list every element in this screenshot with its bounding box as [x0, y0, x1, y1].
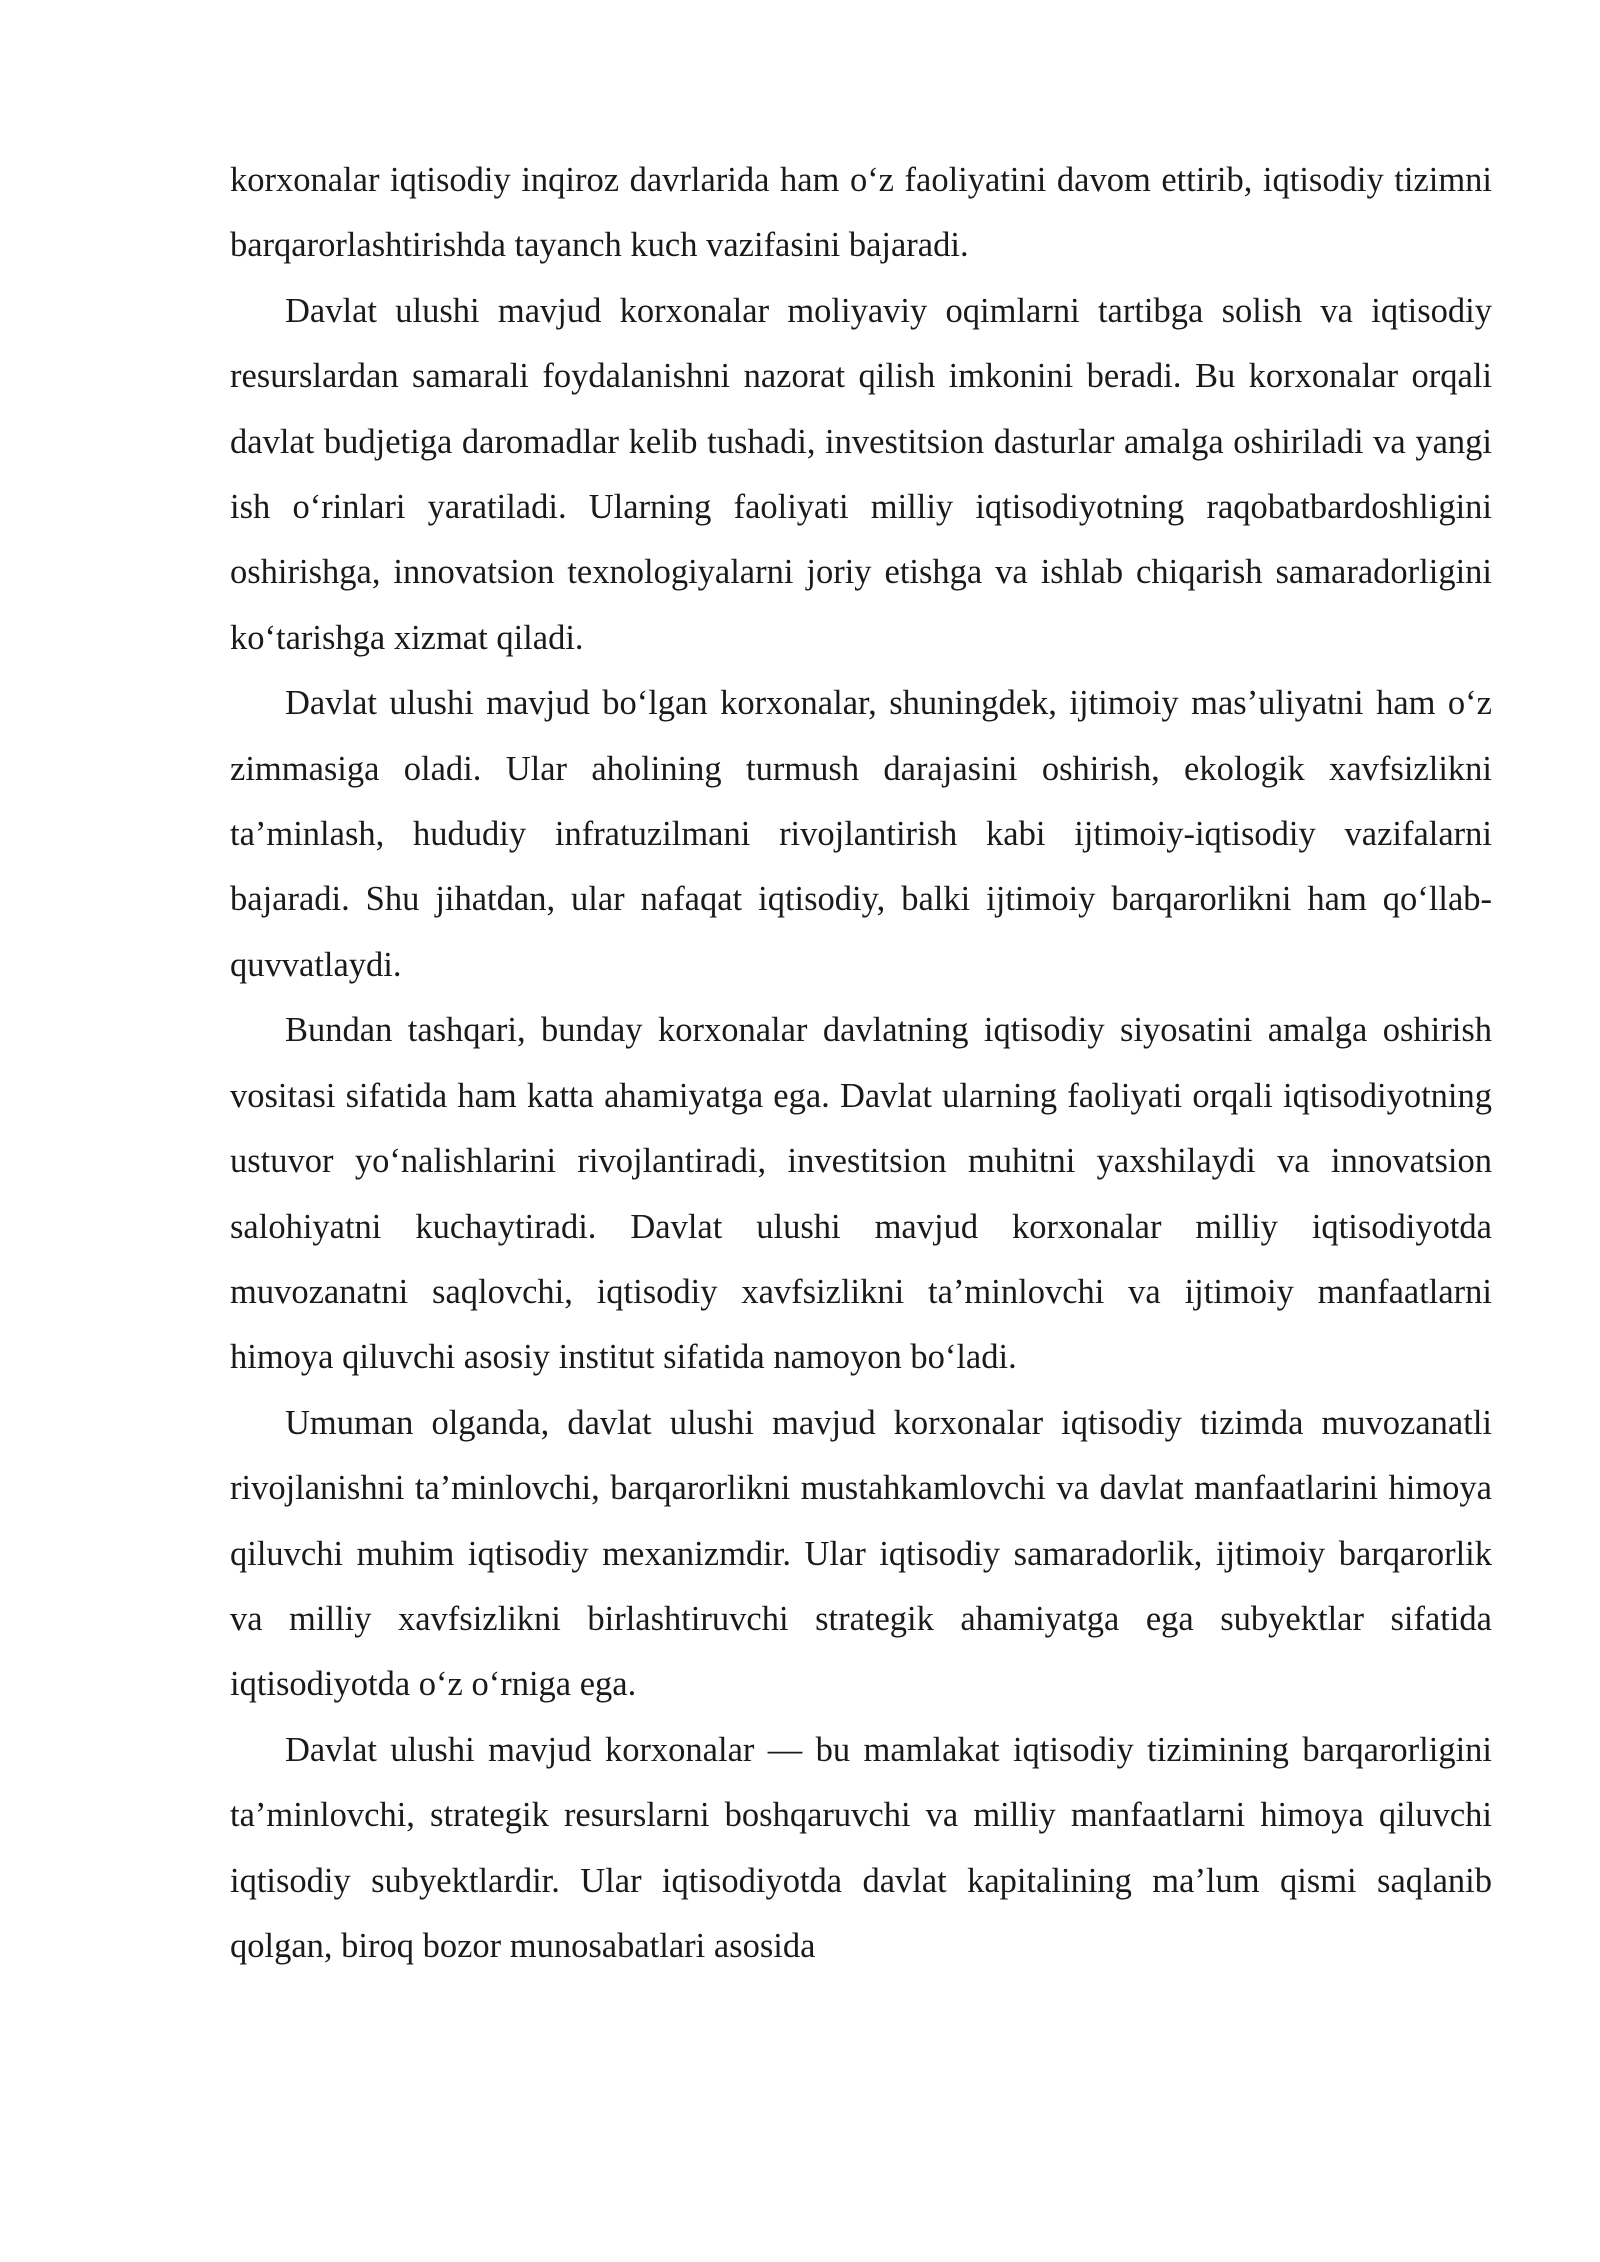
paragraph: Davlat ulushi mavjud bo‘lgan korxonalar, shuningdek, ijtimoiy mas’uliyatni ham o‘z zimmasiga oladi. Ular aholining turmush darajasini oshirish, ekologik xavfsizlikni ta’minlash, hududiy infratuzilmani rivojlantirish kabi ijtimoiy-iqtisodiy vazifalarni bajaradi. Shu jihatdan, ular nafaqat iqtisodiy, balki ijtimoiy barqarorlikni ham qo‘llab-quvvatlaydi. — [230, 684, 1492, 984]
paragraph: Davlat ulushi mavjud korxonalar moliyaviy oqimlarni tartibga solish va iqtisodiy resurslardan samarali foydalanishni nazorat qilish imkonini beradi. Bu korxonalar orqali davlat budjetiga daromadlar kelib tushadi, investitsion dasturlar amalga oshiriladi va yangi ish o‘rinlari yaratiladi. Ularning faoliyati milliy iqtisodiyotning raqobatbardoshligini oshirishga, innovatsion texnologiyalarni joriy etishga va ishlab chiqarish samaradorligini ko‘tarishga xizmat qiladi. — [230, 291, 1492, 657]
paragraph: Davlat ulushi mavjud korxonalar — bu mamlakat iqtisodiy tizimining barqarorligini ta’minlovchi, strategik resurslarni boshqaruvchi va milliy manfaatlarni himoya qiluvchi iqtisodiy subyektlardir. Ular iqtisodiyotda davlat kapitalining ma’lum qismi saqlanib qolgan, biroq bozor munosabatlari asosida — [230, 1730, 1492, 1965]
document-body — [230, 148, 1492, 1979]
paragraph-continuation: korxonalar iqtisodiy inqiroz davrlarida ham o‘z faoliyatini davom ettirib, iqtisodiy tizimni barqarorlashtirishda tayanch kuch vazifasini bajaradi. — [230, 161, 1492, 265]
paragraph: Bundan tashqari, bunday korxonalar davlatning iqtisodiy siyosatini amalga oshirish vositasi sifatida ham katta ahamiyatga ega. Davlat ularning faoliyati orqali iqtisodiyotning ustuvor yo‘nalishlarini rivojlantiradi, investitsion muhitni yaxshilaydi va innovatsion salohiyatni kuchaytiradi. Davlat ulushi mavjud korxonalar milliy iqtisodiyotda muvozanatni saqlovchi, iqtisodiy xavfsizlikni ta’minlovchi va ijtimoiy manfaatlarni himoya qiluvchi asosiy institut sifatida namoyon bo‘ladi. — [230, 1011, 1492, 1377]
paragraph: Umuman olganda, davlat ulushi mavjud korxonalar iqtisodiy tizimda muvozanatli rivojlanishni ta’minlovchi, barqarorlikni mustahkamlovchi va davlat manfaatlarini himoya qiluvchi muhim iqtisodiy mexanizmdir. Ular iqtisodiy samaradorlik, ijtimoiy barqarorlik va milliy xavfsizlikni birlashtiruvchi strategik ahamiyatga ega subyektlar sifatida iqtisodiyotda o‘z o‘rniga ega. — [230, 1403, 1492, 1704]
